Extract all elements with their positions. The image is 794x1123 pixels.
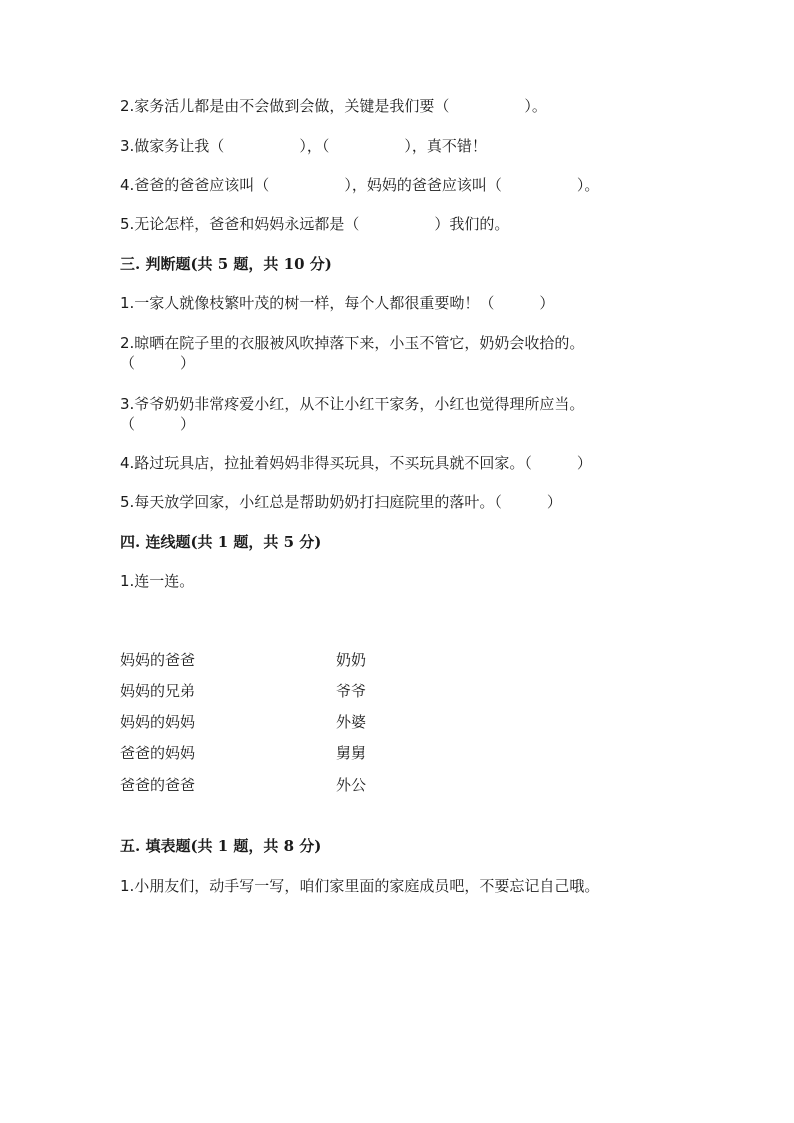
- matching-left-item: 妈妈的爸爸: [120, 651, 196, 669]
- matching-right-item: 爷爷: [336, 682, 367, 700]
- judge-q4: 4.路过玩具店，拉扯着妈妈非得买玩具，不买玩具就不回家。（ ）: [120, 454, 592, 472]
- matching-right-item: 舅舅: [336, 744, 367, 762]
- matching-right-item: 奶奶: [336, 651, 367, 669]
- fill-blank-q5: 5.无论怎样，爸爸和妈妈永远都是（ ）我们的。: [120, 215, 510, 233]
- table-fill-section-heading: 五. 填表题(共 1 题，共 8 分): [120, 837, 322, 855]
- matching-left-item: 爸爸的妈妈: [120, 744, 196, 762]
- judge-section-heading: 三. 判断题(共 5 题，共 10 分): [120, 255, 332, 273]
- fill-blank-q2: 2.家务活儿都是由不会做到会做，关键是我们要（ ）。: [120, 97, 547, 115]
- matching-right-item: 外公: [336, 776, 367, 794]
- judge-q2-line2: （ ）: [120, 354, 196, 372]
- fill-blank-q3: 3.做家务让我（ ），（ ），真不错！: [120, 137, 487, 155]
- matching-right-item: 外婆: [336, 713, 367, 731]
- matching-left-item: 妈妈的兄弟: [120, 682, 196, 700]
- matching-q1: 1.连一连。: [120, 572, 195, 590]
- fill-blank-q4: 4.爸爸的爸爸应该叫（ ），妈妈的爸爸应该叫（ ）。: [120, 176, 600, 194]
- judge-q3-line1: 3.爷爷奶奶非常疼爱小红，从不让小红干家务，小红也觉得理所应当。: [120, 395, 585, 413]
- matching-section-heading: 四. 连线题(共 1 题，共 5 分): [120, 533, 322, 551]
- matching-left-item: 爸爸的爸爸: [120, 776, 196, 794]
- table-fill-q1: 1.小朋友们，动手写一写，咱们家里面的家庭成员吧，不要忘记自己哦。: [120, 877, 600, 895]
- matching-left-item: 妈妈的妈妈: [120, 713, 196, 731]
- judge-q2-line1: 2.晾晒在院子里的衣服被风吹掉落下来，小玉不管它，奶奶会收拾的。: [120, 334, 585, 352]
- judge-q5: 5.每天放学回家，小红总是帮助奶奶打扫庭院里的落叶。（ ）: [120, 493, 562, 511]
- judge-q1: 1.一家人就像枝繁叶茂的树一样，每个人都很重要呦！（ ）: [120, 294, 555, 312]
- judge-q3-line2: （ ）: [120, 415, 196, 433]
